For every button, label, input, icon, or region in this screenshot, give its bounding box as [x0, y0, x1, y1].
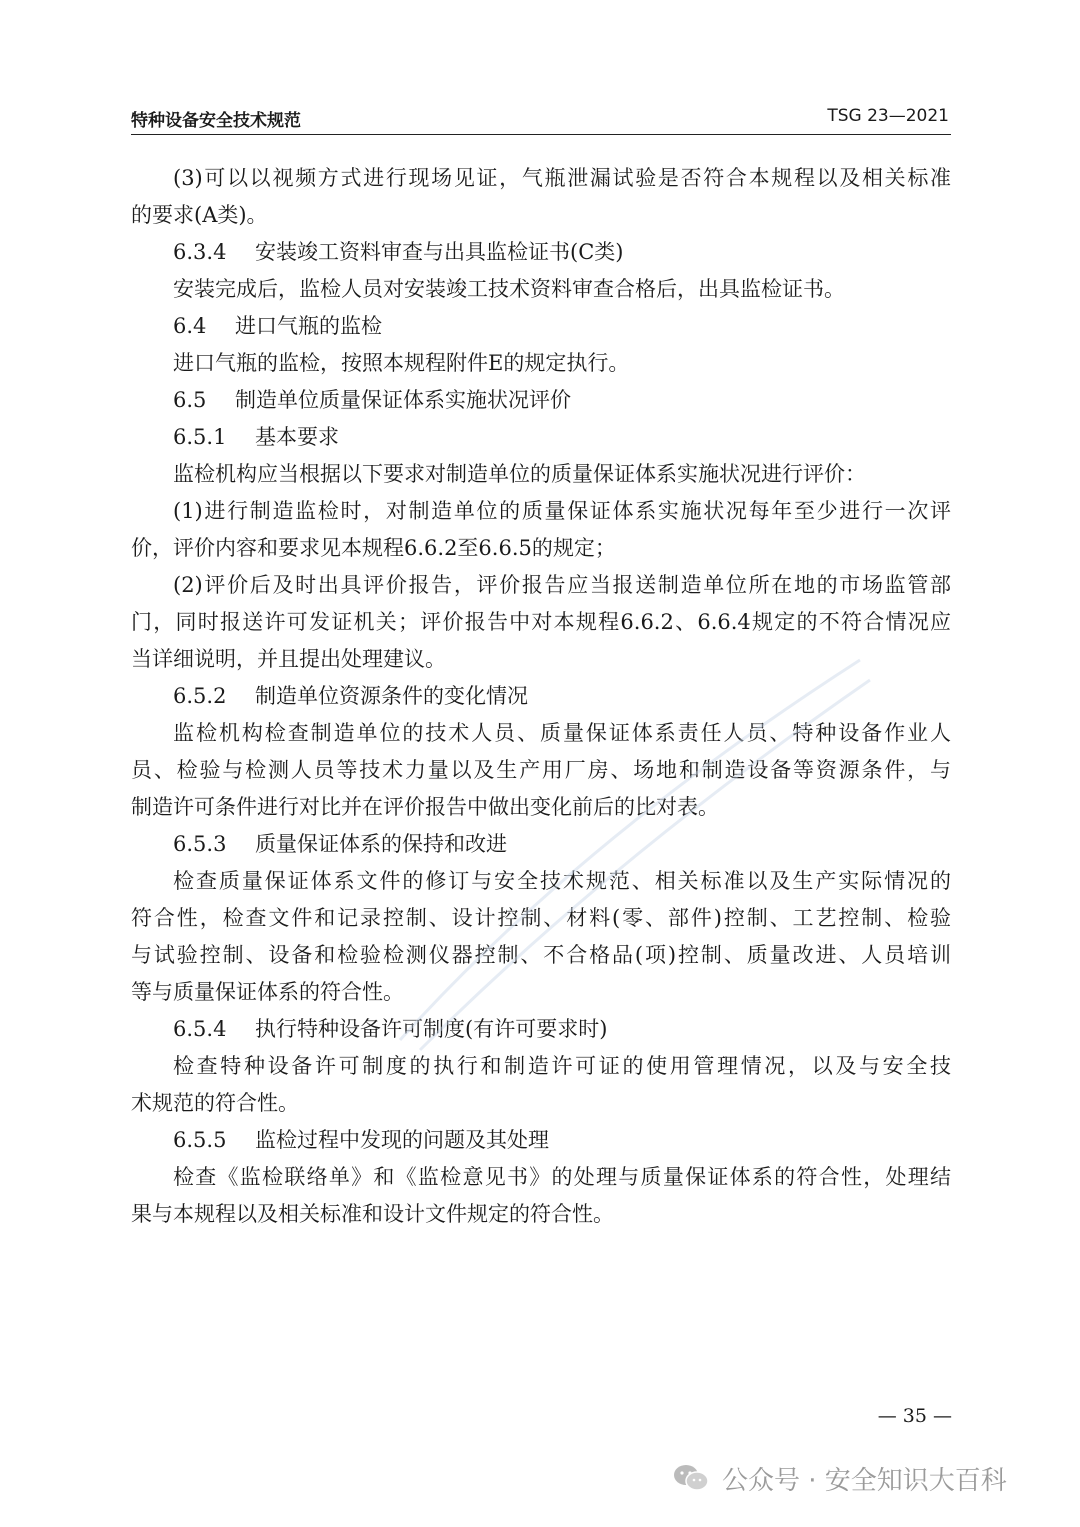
paragraph-line: 果与本规程以及相关标准和设计文件规定的符合性。 [131, 1202, 614, 1226]
page-header [131, 104, 951, 135]
header-title: 特种设备安全技术规范 [131, 111, 301, 131]
paragraph-line: 符合性，检查文件和记录控制、设计控制、材料(零、部件)控制、工艺控制、检验 [131, 906, 951, 930]
section-heading [131, 1011, 951, 1048]
footer-attribution [672, 1458, 1007, 1498]
section-title: 安装竣工资料审查与出具监检证书(C类) [255, 240, 624, 264]
paragraph-line: (1)进行制造监检时，对制造单位的质量保证体系实施状况每年至少进行一次评 [173, 499, 951, 523]
section-heading [131, 234, 951, 271]
section-number: 6.3.4 [173, 240, 227, 264]
section-title: 执行特种设备许可制度(有许可要求时) [255, 1017, 608, 1041]
document-body [131, 160, 951, 1233]
section-title: 质量保证体系的保持和改进 [255, 832, 507, 856]
section-number: 6.5 [173, 388, 207, 412]
section-title: 制造单位资源条件的变化情况 [255, 684, 528, 708]
page-number: — 35 — [877, 1405, 952, 1427]
paragraph-line: (3)可以以视频方式进行现场见证，气瓶泄漏试验是否符合本规程以及相关标准 [173, 166, 951, 190]
paragraph-line: 检查特种设备许可制度的执行和制造许可证的使用管理情况，以及与安全技 [173, 1054, 951, 1078]
paragraph-line: 门，同时报送许可发证机关；评价报告中对本规程6.6.2、6.6.4规定的不符合情况应 [131, 610, 951, 634]
paragraph-line: 等与质量保证体系的符合性。 [131, 980, 404, 1004]
paragraph-line: 检查《监检联络单》和《监检意见书》的处理与质量保证体系的符合性，处理结 [173, 1165, 951, 1189]
paragraph-line: 监检机构应当根据以下要求对制造单位的质量保证体系实施状况进行评价： [173, 462, 866, 486]
paragraph-line: 术规范的符合性。 [131, 1091, 299, 1115]
section-number: 6.4 [173, 314, 207, 338]
section-heading [131, 1122, 951, 1159]
paragraph-line: (2)评价后及时出具评价报告，评价报告应当报送制造单位所在地的市场监管部 [173, 573, 951, 597]
paragraph-line: 的要求(A类)。 [131, 203, 268, 227]
paragraph-line: 进口气瓶的监检，按照本规程附件E的规定执行。 [173, 351, 630, 375]
paragraph-line: 监检机构检查制造单位的技术人员、质量保证体系责任人员、特种设备作业人 [173, 721, 951, 745]
section-number: 6.5.4 [173, 1017, 227, 1041]
footer-text: 公众号 · 安全知识大百科 [722, 1465, 1007, 1496]
section-number: 6.5.2 [173, 684, 227, 708]
header-standard-code: TSG 23—2021 [827, 106, 949, 126]
section-title: 制造单位质量保证体系实施状况评价 [235, 388, 571, 412]
section-number: 6.5.5 [173, 1128, 227, 1152]
section-number: 6.5.3 [173, 832, 227, 856]
section-title: 进口气瓶的监检 [235, 314, 382, 338]
section-heading [131, 678, 951, 715]
section-heading [131, 308, 951, 345]
paragraph-line: 员、检验与检测人员等技术力量以及生产用厂房、场地和制造设备等资源条件，与 [131, 758, 951, 782]
section-heading [131, 826, 951, 863]
paragraph-line: 检查质量保证体系文件的修订与安全技术规范、相关标准以及生产实际情况的 [173, 869, 951, 893]
paragraph-line: 价，评价内容和要求见本规程6.6.2至6.6.5的规定； [131, 536, 616, 560]
section-number: 6.5.1 [173, 425, 227, 449]
paragraph-line: 安装完成后，监检人员对安装竣工技术资料审查合格后，出具监检证书。 [173, 277, 845, 301]
paragraph-line: 制造许可条件进行对比并在评价报告中做出变化前后的比对表。 [131, 795, 719, 819]
paragraph-line: 当详细说明，并且提出处理建议。 [131, 647, 446, 671]
section-heading [131, 382, 951, 419]
section-title: 监检过程中发现的问题及其处理 [255, 1128, 549, 1152]
section-title: 基本要求 [255, 425, 339, 449]
section-heading [131, 419, 951, 456]
paragraph-line: 与试验控制、设备和检验检测仪器控制、不合格品(项)控制、质量改进、人员培训 [131, 943, 951, 967]
wechat-icon [672, 1462, 710, 1494]
